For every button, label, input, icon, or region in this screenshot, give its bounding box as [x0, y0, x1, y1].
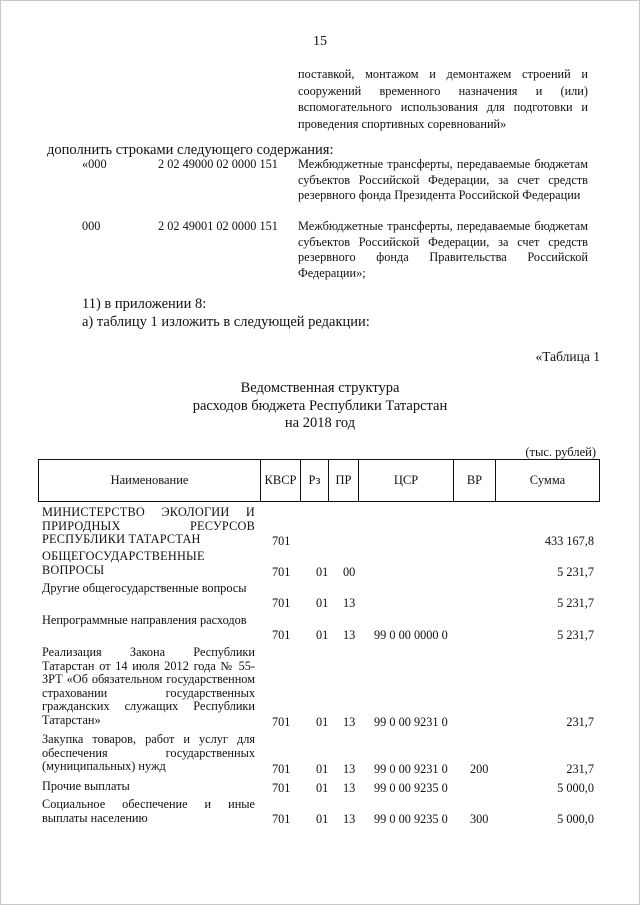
header-vr: ВР	[454, 460, 496, 501]
row-sum: 5 231,7	[557, 627, 594, 642]
table-row	[38, 582, 600, 610]
row-pr: 13	[343, 811, 356, 826]
title-line: на 2018 год	[284, 415, 356, 431]
item-a: а) таблицу 1 изложить в следующей редакции:	[82, 314, 370, 330]
row-name: Другие общегосударственные вопросы	[42, 581, 247, 595]
row-kvsr: 701	[272, 627, 291, 642]
entry-code: 000	[82, 219, 101, 233]
row-kvsr: 701	[272, 533, 291, 548]
row-csr: 99 0 00 9231 0	[374, 761, 448, 776]
row-vr: 300	[470, 811, 489, 826]
row-csr: 99 0 00 9235 0	[374, 811, 448, 826]
row-sum: 5 231,7	[557, 564, 594, 579]
row-sum: 5 000,0	[557, 811, 594, 826]
row-pr: 13	[343, 595, 356, 610]
table-row	[38, 733, 600, 776]
row-name: Прочие выплаты	[42, 779, 130, 793]
title-line: расходов бюджета Республики Татарстан	[192, 397, 448, 414]
header-csr: ЦСР	[359, 460, 454, 501]
row-name: Закупка товаров, работ и услуг для обеспечения государственных (муниципальных) нужд	[42, 732, 255, 773]
entry-kbk: 2 02 49000 02 0000 151	[158, 157, 278, 171]
header-kvsr: КВСР	[261, 460, 301, 501]
row-sum: 5 000,0	[557, 780, 594, 795]
row-kvsr: 701	[272, 761, 291, 776]
table-row	[38, 550, 600, 579]
table-header	[38, 459, 600, 502]
row-vr: 200	[470, 761, 489, 776]
row-rz: 01	[316, 714, 329, 729]
row-rz: 01	[316, 627, 329, 642]
row-name: Социальное обеспечение и иные выплаты населению	[42, 797, 255, 825]
intro-text: дополнить строками следующего содержания:	[47, 142, 334, 158]
row-kvsr: 701	[272, 714, 291, 729]
row-rz: 01	[316, 811, 329, 826]
row-kvsr: 701	[272, 564, 291, 579]
header-rz: Рз	[301, 460, 329, 501]
row-name: Непрограммные направления расходов	[42, 613, 247, 627]
item-11: 11) в приложении 8:	[82, 296, 207, 312]
continuation-text: поставкой, монтажом и демонтажем строений и сооружений временного назначения и (или) вспомогательного использования для подготовки и проведения спортивных соревнований»	[298, 67, 588, 131]
row-sum: 231,7	[566, 714, 594, 729]
entry-text: Межбюджетные трансферты, передаваемые бюджетам субъектов Российской Федерации, за счет средств резервного фонда Правительства Российской Федерации»;	[298, 219, 588, 280]
units-label: (тыс. рублей)	[525, 445, 596, 459]
row-sum: 231,7	[566, 761, 594, 776]
entry-text: Межбюджетные трансферты, передаваемые бюджетам субъектов Российской Федерации, за счет средств резервного фонда Президента Российской Федерации	[298, 157, 588, 202]
row-name: МИНИСТЕРСТВО ЭКОЛОГИИ И ПРИРОДНЫХ РЕСУРСОВ РЕСПУБЛИКИ ТАТАРСТАН	[42, 505, 255, 546]
row-pr: 13	[343, 780, 356, 795]
entry-code: «000	[82, 157, 107, 171]
table-row	[38, 614, 600, 642]
header-pr: ПР	[329, 460, 359, 501]
row-csr: 99 0 00 9235 0	[374, 780, 448, 795]
row-sum: 433 167,8	[544, 533, 594, 548]
row-pr: 13	[343, 761, 356, 776]
row-csr: 99 0 00 0000 0	[374, 627, 448, 642]
row-pr: 13	[343, 714, 356, 729]
table-row	[38, 798, 600, 826]
title-line: Ведомственная структура	[240, 380, 400, 396]
row-name: Реализация Закона Республики Татарстан от 14 июля 2012 года № 55-ЗРТ «Об обязательном государственном страховании государственных гражданских служащих Республики Татарстан»	[42, 645, 255, 727]
table-row	[38, 506, 600, 548]
header-name: Наименование	[39, 460, 261, 501]
row-kvsr: 701	[272, 780, 291, 795]
row-name: ОБЩЕГОСУДАРСТВЕННЫЕ ВОПРОСЫ	[42, 549, 205, 577]
row-pr: 00	[343, 564, 356, 579]
row-rz: 01	[316, 595, 329, 610]
table-title	[0, 380, 640, 433]
row-rz: 01	[316, 761, 329, 776]
row-rz: 01	[316, 780, 329, 795]
row-rz: 01	[316, 564, 329, 579]
header-sum: Сумма	[529, 473, 566, 487]
row-csr: 99 0 00 9231 0	[374, 714, 448, 729]
page-number: 15	[313, 34, 327, 49]
table-note: «Таблица 1	[535, 349, 600, 364]
row-kvsr: 701	[272, 811, 291, 826]
entry-kbk: 2 02 49001 02 0000 151	[158, 219, 278, 233]
table-row	[38, 780, 600, 795]
row-pr: 13	[343, 627, 356, 642]
row-kvsr: 701	[272, 595, 291, 610]
row-sum: 5 231,7	[557, 595, 594, 610]
table-row	[38, 646, 600, 729]
